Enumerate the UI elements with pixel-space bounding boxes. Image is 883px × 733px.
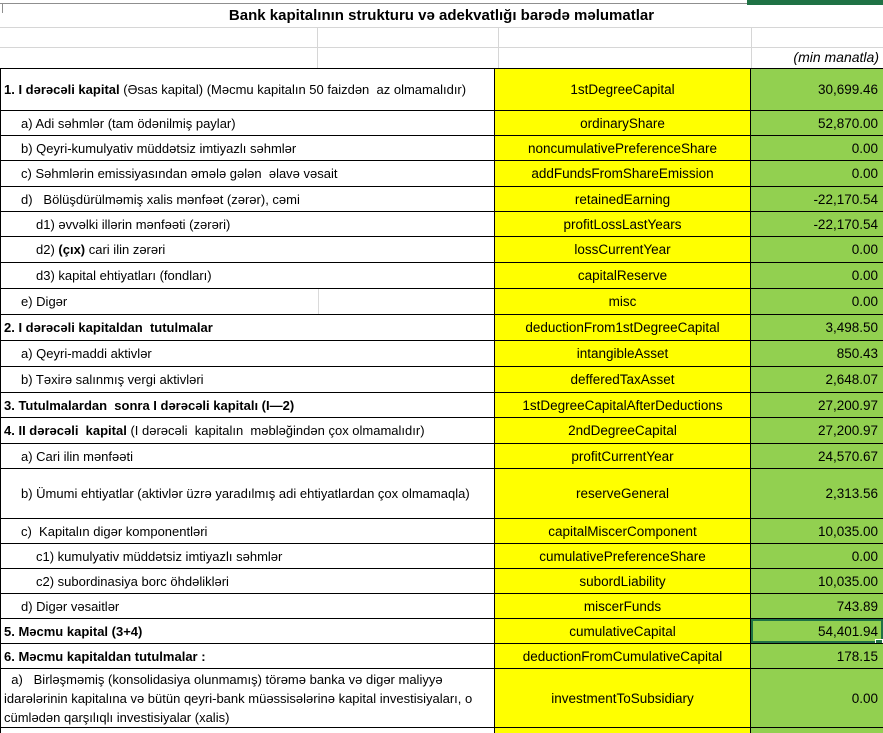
field-code-text: intangibleAsset [576,346,669,361]
description-segment: 1. I dərəcəli kapital [4,82,120,97]
value-text: 850.43 [836,346,878,361]
field-code-cell[interactable] [495,594,751,618]
value-cell[interactable] [751,212,883,236]
description-segment: b) Qeyri-kumulyativ müddətsiz imtiyazlı səhmlər [21,140,297,156]
table-row [0,468,883,518]
description-text [1,370,206,389]
value-cell[interactable] [751,315,883,340]
field-code-cell[interactable] [495,237,751,262]
description-segment: cari ilin zərəri [85,242,166,257]
description-segment: d3) kapital ehtiyatları (fondları) [36,268,212,283]
description-cell[interactable] [0,161,495,186]
table-row [0,568,883,593]
value-text: 0.00 [851,140,878,156]
next-row-value-cell[interactable] [751,728,883,733]
description-segment: 5. Məcmu kapital (3+4) [4,623,143,639]
description-text [1,484,472,503]
value-cell[interactable] [751,136,883,160]
description-cell[interactable] [0,69,495,110]
unit-note: (min manatla) [793,49,879,65]
value-text: 2,648.07 [825,372,878,387]
description-segment: c) Kapitalın digər komponentləri [21,523,208,539]
description-segment: e) Digər [21,294,68,309]
description-text [1,139,298,158]
description-cell[interactable] [0,569,495,593]
description-cell[interactable] [0,418,495,443]
value-cell[interactable] [751,69,883,110]
description-cell[interactable] [0,212,495,236]
field-code-cell[interactable] [495,341,751,366]
field-code-text: noncumulativePreferenceShare [527,140,718,156]
field-code-cell[interactable] [495,393,751,417]
field-code-cell[interactable] [495,263,751,288]
value-cell[interactable] [751,644,883,668]
value-text: 0.00 [851,166,878,181]
description-text [1,647,208,666]
description-segment: b) Təxirə salınmış vergi aktivləri [21,372,204,387]
value-cell[interactable] [751,569,883,593]
field-code-text: retainedEarning [574,191,671,207]
table-row [0,417,883,443]
description-cell[interactable] [0,263,495,288]
description-cell[interactable] [0,237,495,262]
description-cell[interactable] [0,669,495,727]
capital-table [0,68,883,727]
next-row-desc-cell[interactable] [0,728,495,733]
value-text: 0.00 [851,294,878,309]
field-code-cell[interactable] [495,367,751,392]
description-cell[interactable] [0,315,495,340]
gridline [318,289,319,314]
description-text [1,622,144,641]
field-code-text: cumulativeCapital [569,623,676,639]
field-code-cell[interactable] [495,69,751,110]
table-row [0,392,883,417]
description-segment: c1) kumulyativ müddətsiz imtiyazlı səhmlər [36,548,283,564]
description-text [1,292,69,311]
description-text [1,240,167,259]
value-text: 0.00 [851,548,878,564]
field-code-cell[interactable] [495,544,751,568]
table-row [0,68,883,110]
value-text: 178.15 [836,648,878,664]
field-code-text: investmentToSubsidiary [551,690,694,706]
value-text: 743.89 [836,598,878,614]
value-cell[interactable] [751,544,883,568]
value-text: 10,035.00 [817,523,878,539]
value-cell[interactable] [751,444,883,468]
value-text: -22,170.54 [813,216,878,232]
table-row [0,110,883,135]
field-code-text: cumulativePreferenceShare [539,548,706,564]
value-cell[interactable] [751,367,883,392]
field-code-text: capitalMiscerComponent [548,523,697,539]
table-row [0,160,883,186]
value-text: 10,035.00 [817,573,878,589]
description-cell[interactable] [0,444,495,468]
table-row [0,543,883,568]
field-code-text: 1stDegreeCapitalAfterDeductions [522,397,723,413]
field-code-text: misc [608,294,637,309]
value-cell[interactable] [751,669,883,727]
description-cell[interactable] [0,644,495,668]
table-row [0,366,883,392]
description-segment: c) Səhmlərin emissiyasından əmələ gələn əlavə vəsait [21,166,338,181]
table-row [0,288,883,314]
field-code-cell[interactable] [495,212,751,236]
description-text [1,190,302,209]
table-row [0,236,883,262]
description-cell[interactable] [0,341,495,366]
value-text: -22,170.54 [813,191,878,207]
description-cell[interactable] [0,289,495,314]
description-segment: (Əsas kapital) (Məcmu kapitalın 50 faizdən az olmamalıdır) [119,82,467,97]
field-code-cell[interactable] [495,444,751,468]
field-code-cell[interactable] [495,644,751,668]
description-text [1,396,296,415]
description-segment: 4. II dərəcəli kapital [4,423,127,438]
description-segment: 2. I dərəcəli kapitaldan tutulmalar [4,320,213,335]
value-cell[interactable] [751,341,883,366]
field-code-text: lossCurrentYear [574,242,671,257]
value-text: 54,401.94 [817,623,878,639]
field-code-text: profitCurrentYear [571,448,674,464]
table-row [0,443,883,468]
field-code-cell[interactable] [495,669,751,727]
description-segment: a) Cari ilin mənfəəti [21,448,133,464]
description-segment: (I dərəcəli kapitalın məbləğindən çox olmamalıdır) [126,423,425,438]
field-code-cell[interactable] [495,569,751,593]
table-row [0,668,883,727]
description-cell[interactable] [0,619,495,643]
table-row [0,593,883,618]
field-code-text: defferedTaxAsset [570,372,675,387]
description-cell[interactable] [0,594,495,618]
table-row [0,314,883,340]
field-code-cell[interactable] [495,519,751,543]
description-text [1,447,135,466]
next-row-partial [0,727,883,733]
description-segment: d1) əvvəlki illərin mənfəəti (zərəri) [36,216,231,232]
field-code-cell[interactable] [495,111,751,135]
table-row [0,518,883,543]
description-segment: d) Bölüşdürülməmiş xalis mənfəət (zərər), cəmi [21,191,300,207]
description-segment: a) Adi səhmlər (tam ödənilmiş paylar) [21,115,236,131]
table-row [0,643,883,668]
description-cell[interactable] [0,519,495,543]
table-row [0,211,883,236]
value-text: 52,870.00 [817,115,878,131]
description-text [1,572,231,591]
description-cell[interactable] [0,111,495,135]
value-text: 27,200.97 [817,423,878,438]
report-title: Bank kapitalının strukturu və adekvatlığı barədə məlumatlar [228,7,655,24]
field-code-text: deductionFrom1stDegreeCapital [525,320,720,335]
value-text: 3,498.50 [825,320,878,335]
description-segment: b) Ümumi ehtiyatlar (aktivlər üzrə yaradılmış adi ehtiyatlardan çox olmamaqla) [21,486,470,501]
description-text [1,344,154,363]
description-text [1,114,238,133]
table-row [0,186,883,211]
value-text: 24,570.67 [817,448,878,464]
description-text [1,421,427,440]
description-segment: c2) subordinasiya borc öhdəlikləri [36,573,229,589]
description-text [1,597,121,616]
description-cell[interactable] [0,136,495,160]
description-segment: a) Birləşməmiş (konsolidasiya olunmamış) törəmə banka və digər maliyyə idarələrinin kapitalına və bütün qeyri-bank müəssisələrinə kapital investisiyaları, o cümlədən qarşılıqlı investisiyalar (xalis) [4,671,476,725]
field-code-text: capitalReserve [577,268,668,283]
description-cell[interactable] [0,393,495,417]
description-segment: (çıx) [58,242,86,257]
description-cell[interactable] [0,187,495,211]
description-cell[interactable] [0,367,495,392]
gridline [317,27,318,68]
value-text: 0.00 [851,690,878,706]
description-segment: d) Digər vəsaitlər [21,598,120,614]
value-text: 0.00 [851,268,878,283]
description-cell[interactable] [0,544,495,568]
description-text [1,318,215,337]
value-cell[interactable] [751,263,883,288]
description-text [1,80,468,99]
field-code-cell[interactable] [495,136,751,160]
table-row [0,618,883,643]
field-code-text: deductionFromCumulativeCapital [522,648,723,664]
value-cell[interactable] [751,187,883,211]
description-segment: d2) [36,242,59,257]
field-code-cell[interactable] [495,619,751,643]
description-segment: 6. Məcmu kapitaldan tutulmalar : [4,648,206,664]
value-text: 30,699.46 [817,82,878,97]
field-code-cell[interactable] [495,289,751,314]
field-code-cell[interactable] [495,469,751,518]
description-text [1,215,232,234]
description-text [1,522,209,541]
value-cell[interactable] [751,289,883,314]
value-cell[interactable] [751,619,883,643]
table-row [0,262,883,288]
value-cell[interactable] [751,393,883,417]
value-cell[interactable] [751,519,883,543]
field-code-cell[interactable] [495,418,751,443]
description-text [1,164,340,183]
field-code-text: reserveGeneral [575,486,670,501]
field-code-cell[interactable] [495,161,751,186]
value-text: 27,200.97 [817,397,878,413]
table-row [0,340,883,366]
field-code-cell[interactable] [495,187,751,211]
fill-handle[interactable] [875,639,883,643]
description-text [1,670,494,727]
table-row [0,135,883,160]
value-cell[interactable] [751,111,883,135]
description-segment: a) Qeyri-maddi aktivlər [21,346,152,361]
description-cell[interactable] [0,469,495,518]
field-code-cell[interactable] [495,315,751,340]
value-text: 0.00 [851,242,878,257]
value-cell[interactable] [751,161,883,186]
value-text: 2,313.56 [825,486,878,501]
description-text [1,266,214,285]
field-code-text: profitLossLastYears [563,216,682,232]
value-cell[interactable] [751,469,883,518]
description-segment: 3. Tutulmalardan sonra I dərəcəli kapitalı (I—2) [4,397,295,413]
field-code-text: 2ndDegreeCapital [568,423,677,438]
value-cell[interactable] [751,418,883,443]
field-code-text: ordinaryShare [580,115,665,131]
description-text [1,547,284,566]
field-code-text: subordLiability [579,573,666,589]
field-code-text: miscerFunds [583,598,662,614]
value-cell[interactable] [751,237,883,262]
field-code-text: addFundsFromShareEmission [531,166,714,181]
next-row-code-cell[interactable] [495,728,751,733]
value-cell[interactable] [751,594,883,618]
field-code-text: 1stDegreeCapital [570,82,675,97]
gridline [498,27,499,68]
